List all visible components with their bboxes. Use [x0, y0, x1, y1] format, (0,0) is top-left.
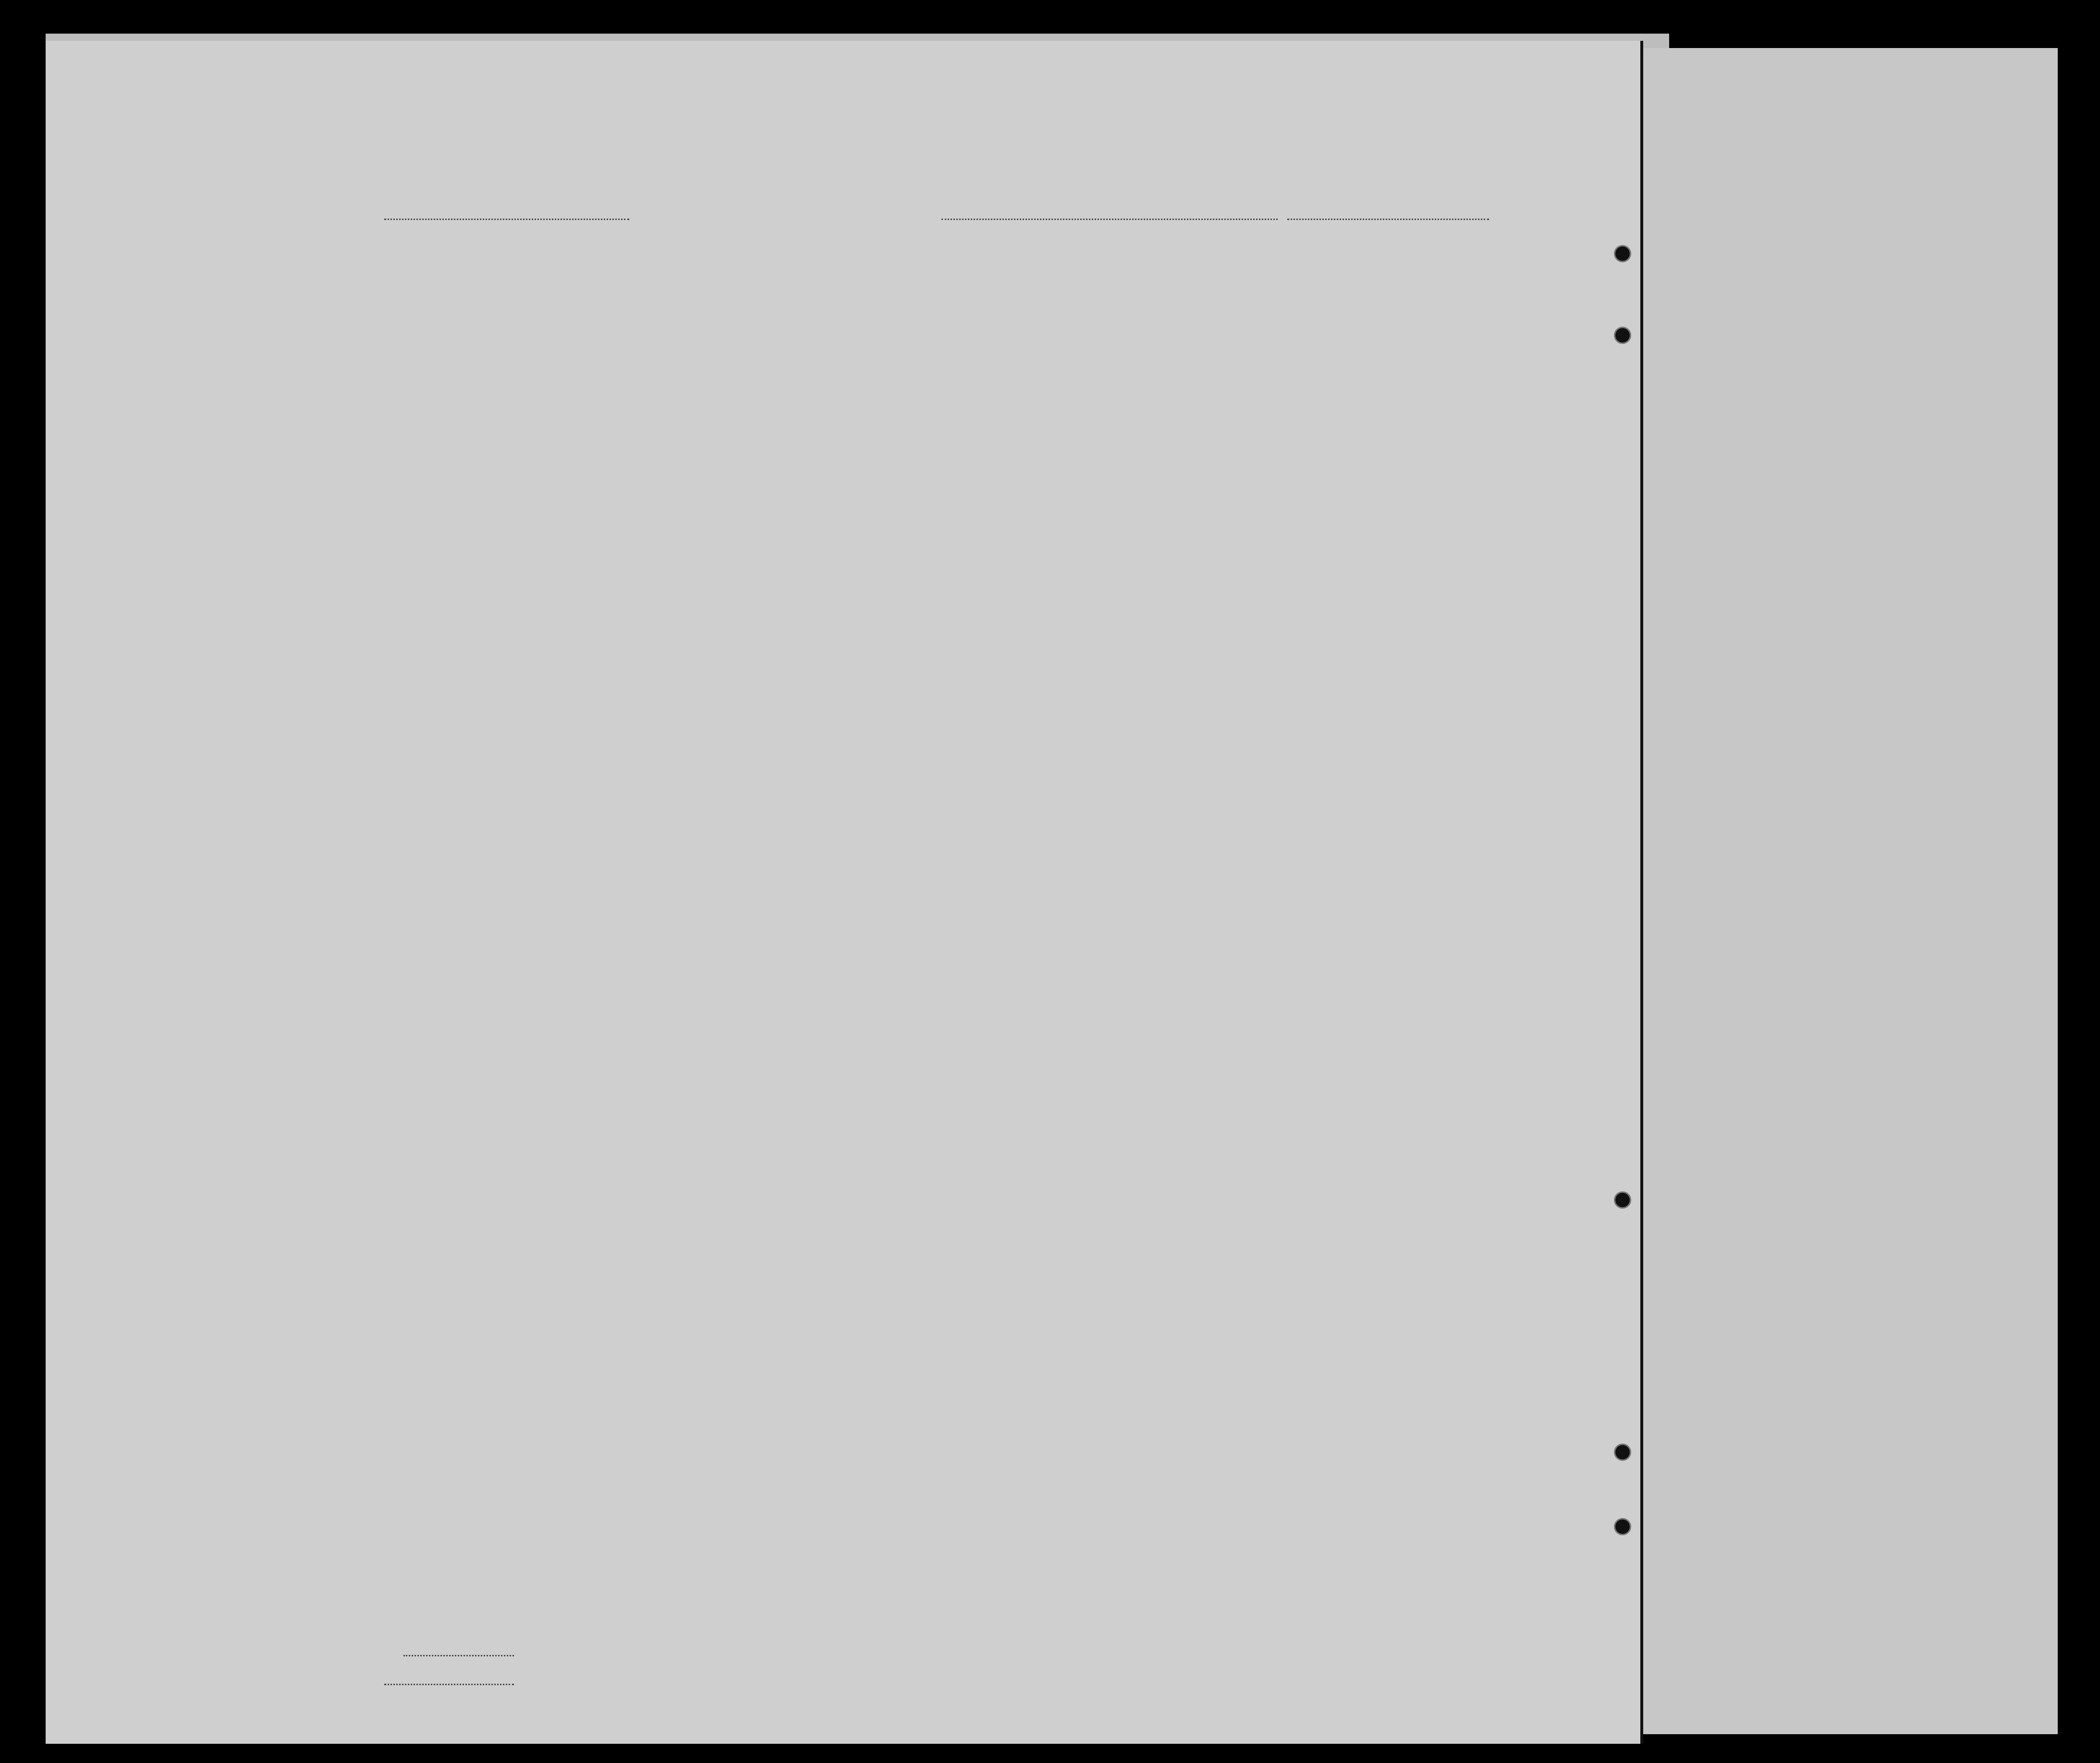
total-dotline	[403, 1655, 514, 1656]
punch-hole	[1614, 327, 1631, 344]
citizens-dotline	[384, 1684, 514, 1685]
punch-hole	[1614, 1444, 1631, 1461]
ship-dotline	[384, 219, 629, 220]
manifest-sheet	[46, 41, 1640, 1744]
punch-hole	[1614, 1518, 1631, 1535]
punch-hole	[1614, 245, 1631, 262]
punch-hole	[1614, 1191, 1631, 1209]
port-dotline	[941, 219, 1278, 220]
right-sheet	[1624, 48, 2058, 1734]
date-dotline	[1287, 219, 1489, 220]
